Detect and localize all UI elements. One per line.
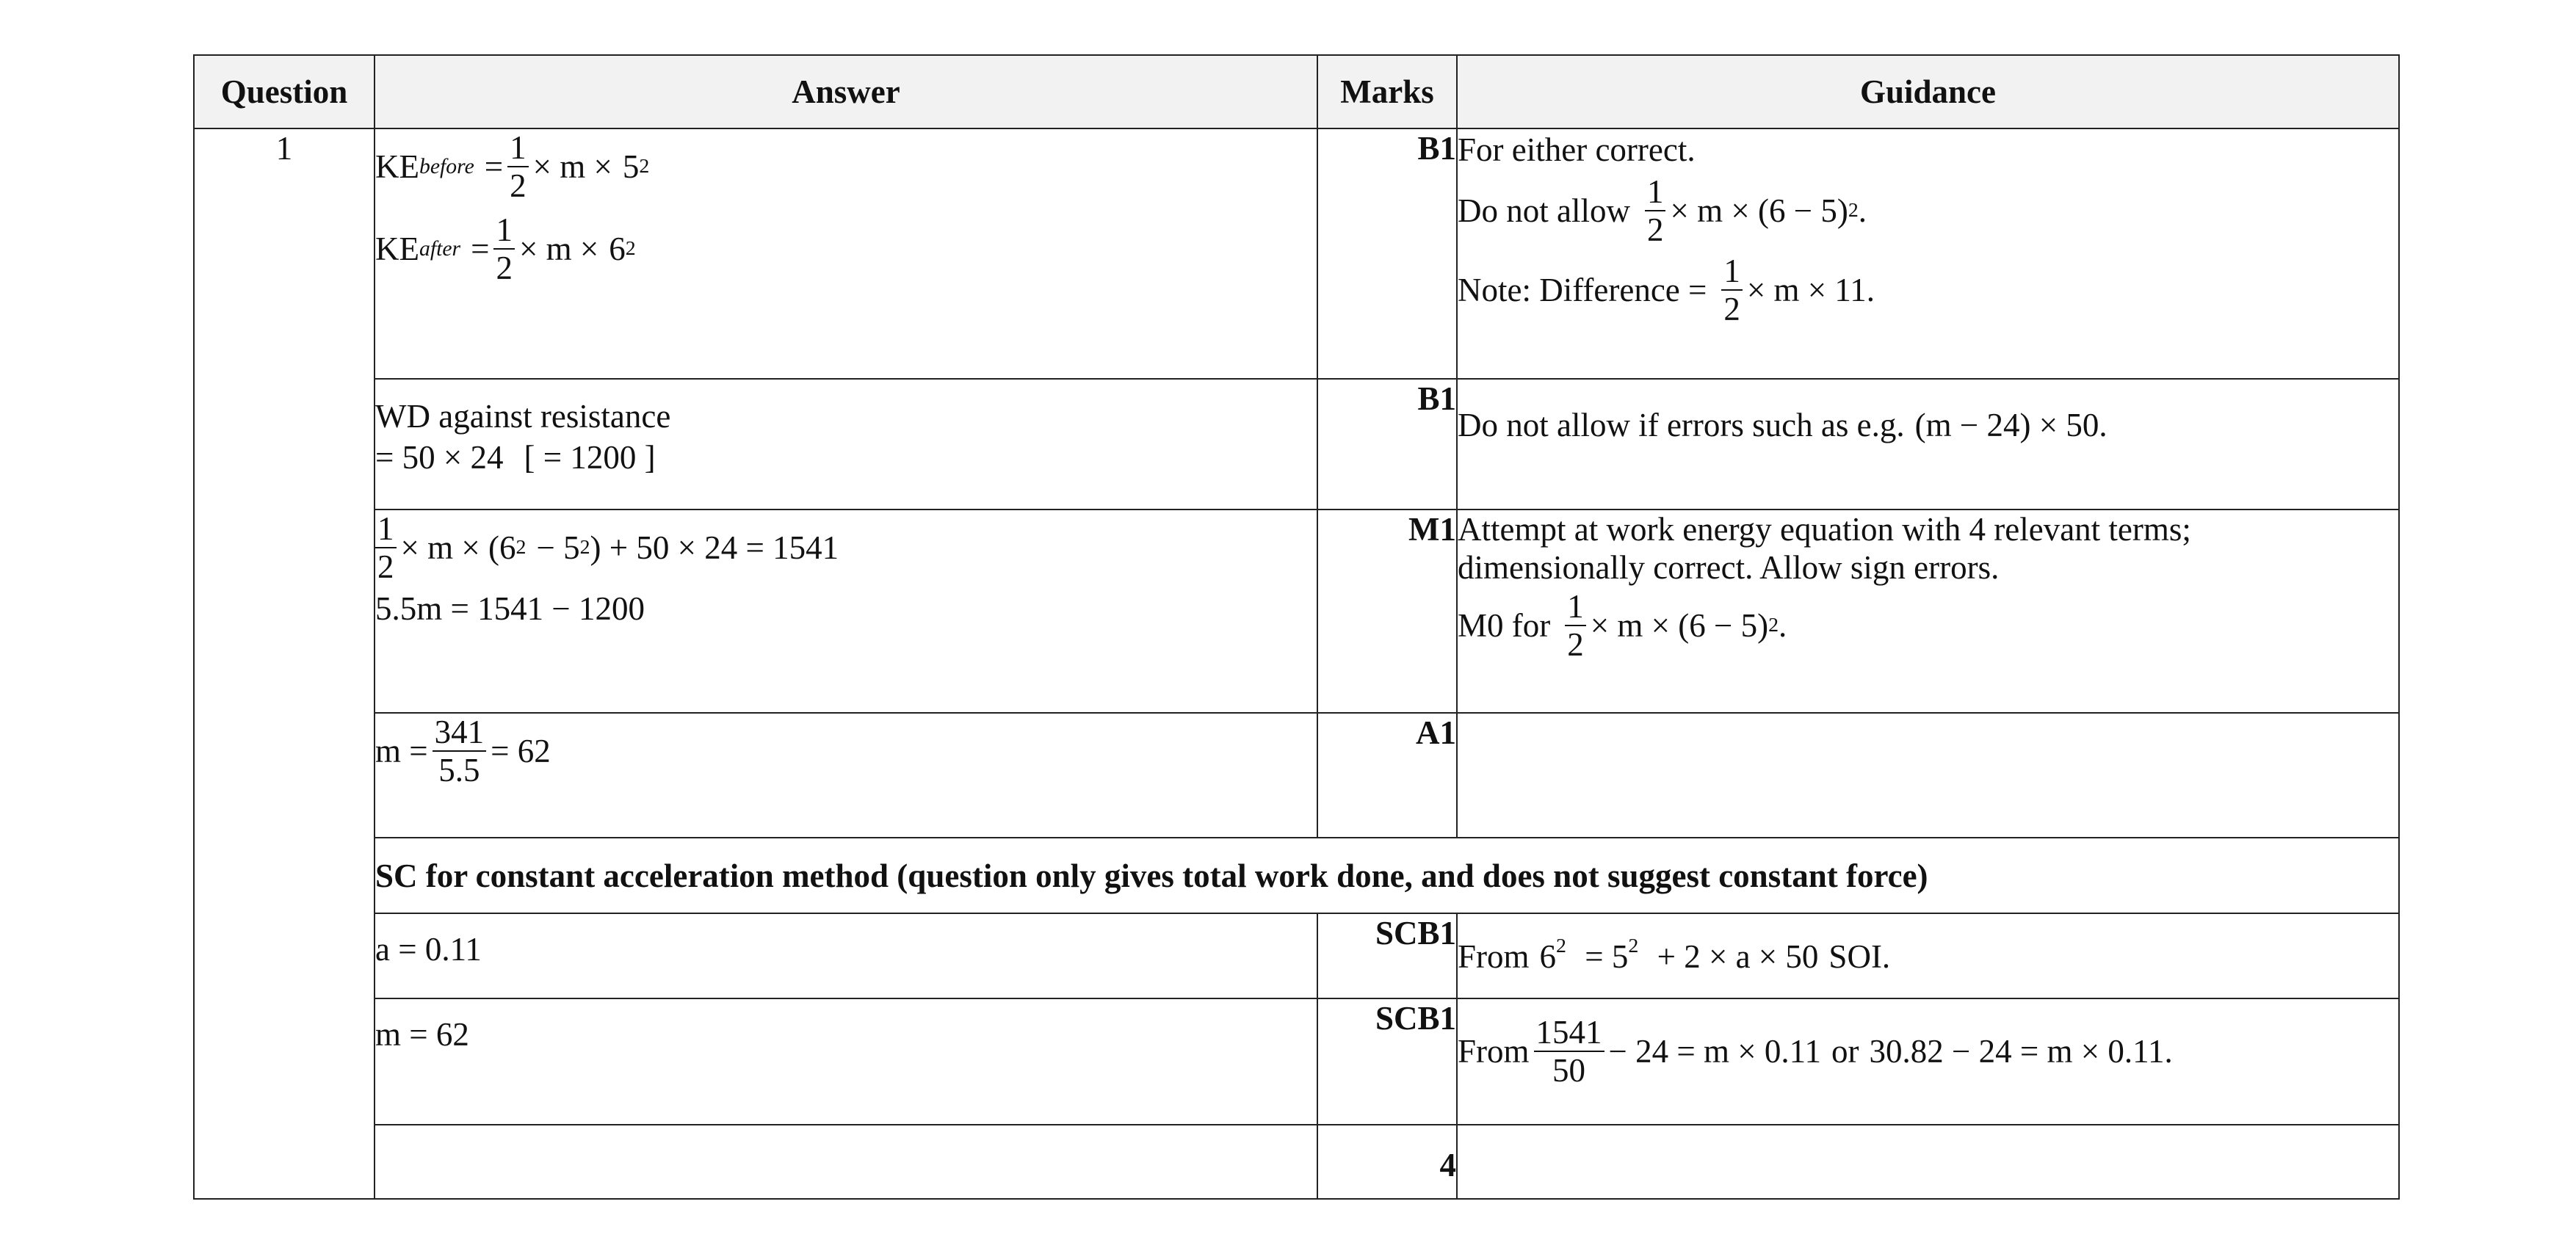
guidance-line: From $\frac{1541}{50}$ − 24 = m × 0.11 or 30.82 − 24 = m × 0.11. <box>1458 1014 2173 1089</box>
mark-cell: A1 <box>1317 713 1457 838</box>
mark-cell: B1 <box>1317 128 1457 379</box>
mark-cell: M1 <box>1317 510 1457 713</box>
guidance-cell <box>1457 379 2399 510</box>
header-question: Question <box>194 55 375 128</box>
answer-cell <box>375 1125 1317 1199</box>
guidance-cell <box>1457 913 2399 998</box>
answer-line: WD against resistance <box>375 398 671 435</box>
answer-cell <box>375 713 1317 838</box>
guidance-line: Attempt at work energy equation with 4 relevant terms; <box>1458 511 2191 548</box>
guidance-cell <box>1457 713 2399 838</box>
work-energy-expr: $\frac{1}{2}$ × m × (6 2 − 5 2 ) + 50 × 24 = 1541 <box>375 510 1317 585</box>
mark-scheme-table <box>193 54 2400 1200</box>
mark-cell: B1 <box>1317 379 1457 510</box>
answer-cell <box>375 379 1317 510</box>
table-row <box>194 913 2399 998</box>
answer-line: = 50 × 24 [ = 1200 ] <box>375 439 656 476</box>
guidance-cell <box>1457 998 2399 1125</box>
guidance-cell <box>1457 510 2399 713</box>
table-row <box>194 510 2399 713</box>
guidance-line: Note: Difference = $\frac{1}{2}$ × m × 11 . <box>1458 253 1875 327</box>
total-mark: 4 <box>1317 1125 1457 1199</box>
ke-before-expr: KE before = $\frac{1}{2}$ × m × 5 2 <box>375 129 650 204</box>
table-row <box>194 713 2399 838</box>
guidance-line: For either correct. <box>1458 131 1696 168</box>
total-row <box>194 1125 2399 1199</box>
header-marks: Marks <box>1317 55 1457 128</box>
guidance-line: Do not allow $\frac{1}{2}$ × m × (6 − 5) 2 . <box>1458 173 1867 248</box>
table-row <box>194 128 2399 379</box>
answer-cell: m = 62 <box>375 998 1317 1125</box>
answer-cell <box>375 128 1317 379</box>
guidance-line: From $6^2 = 5^2 + 2 \times a \times 50$ SOI. <box>1458 935 1891 975</box>
answer-line: 5.5m = 1541 − 1200 <box>375 590 645 627</box>
table-row <box>194 379 2399 510</box>
table-row <box>194 998 2399 1125</box>
ke-after-expr: KE after = $\frac{1}{2}$ × m × 6 2 <box>375 211 636 286</box>
header-guidance: Guidance <box>1457 55 2399 128</box>
guidance-cell <box>1457 1125 2399 1199</box>
guidance-line: Do not allow if errors such as e.g. (m − 24) × 50. <box>1458 407 2108 443</box>
guidance-line: M0 for $\frac{1}{2}$ × m × (6 − 5) 2 . <box>1458 588 1787 663</box>
sc-heading-row <box>194 838 2399 913</box>
answer-cell <box>375 510 1317 713</box>
question-number: 1 <box>194 128 375 1199</box>
guidance-cell <box>1457 128 2399 379</box>
guidance-line: dimensionally correct. Allow sign errors. <box>1458 549 2000 586</box>
sc-heading: SC for constant acceleration method (question only gives total work done, and does not suggest constant force) <box>375 838 2399 913</box>
mass-expr: m = $\frac{341}{5.5}$ = 62 <box>375 714 551 788</box>
header-row <box>194 55 2399 128</box>
header-answer: Answer <box>375 55 1317 128</box>
mark-cell: SCB1 <box>1317 913 1457 998</box>
mark-cell: SCB1 <box>1317 998 1457 1125</box>
answer-cell: a = 0.11 <box>375 913 1317 998</box>
